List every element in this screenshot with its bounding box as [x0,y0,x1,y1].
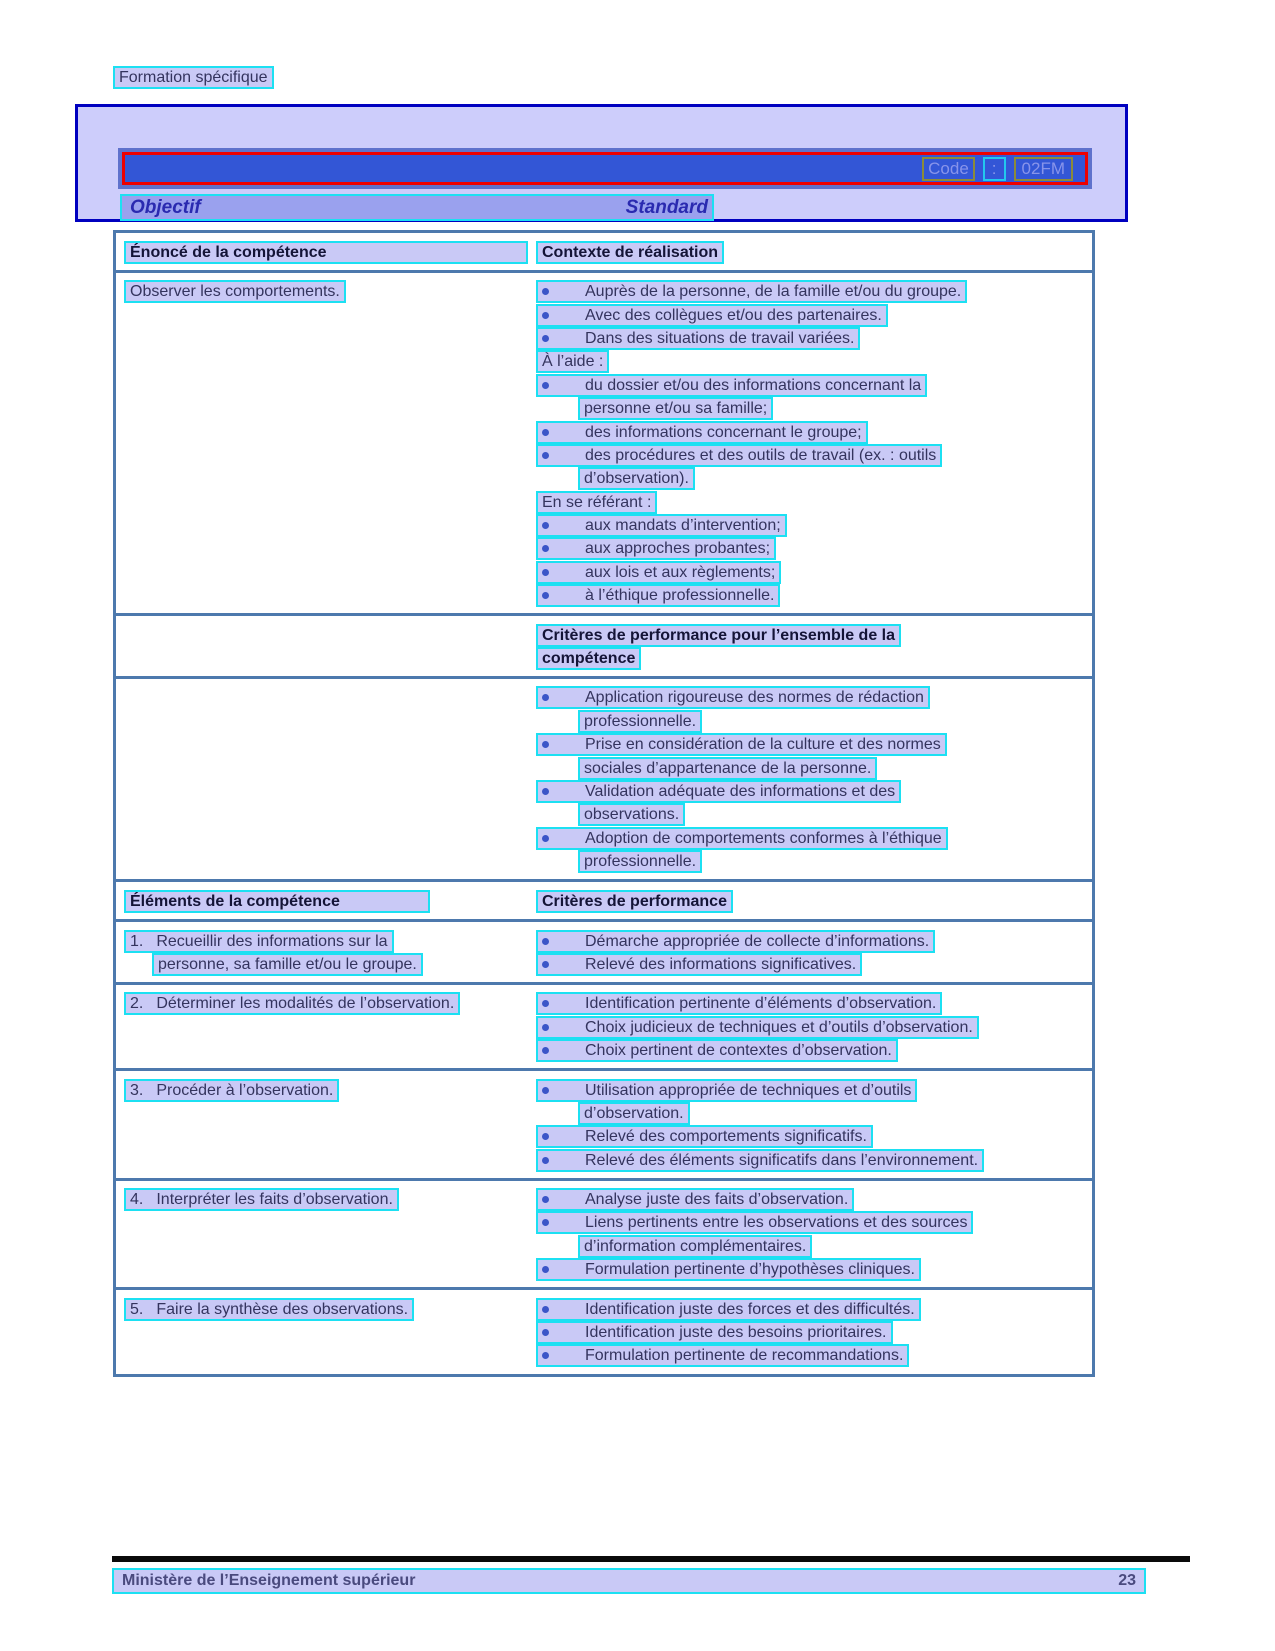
text-line [536,397,1086,420]
highlight [536,444,942,467]
highlight [536,733,947,756]
header-elements: Éléments de la compétence [130,892,340,910]
bullet-icon [542,1266,549,1273]
right-cell [536,992,1086,1062]
line-text: personne, sa famille et/ou le groupe. [158,955,417,973]
line-text: professionnelle. [584,712,697,730]
highlight [124,1188,399,1211]
line-text: Validation adéquate des informations et des [585,783,896,800]
table-header-row-1 [116,233,1092,270]
highlight [536,584,780,607]
bullet-icon [542,1352,549,1359]
table-row [116,919,1092,982]
bullet-icon [542,1196,549,1203]
bullet-icon [542,592,549,599]
bullet-line [536,1258,1086,1281]
line-text: Prise en considération de la culture et des normes [585,736,941,754]
right-cell [536,1188,1086,1282]
highlight [536,827,948,850]
line-text: personne et/ou sa famille; [584,400,768,418]
bullet-line [536,327,1086,350]
title-bar [122,152,1088,185]
highlight [124,241,528,264]
bullet-line [536,1297,1086,1320]
highlight [536,647,641,670]
footer [112,1568,1146,1594]
bullet-line [536,733,1086,756]
title-bar-frame [118,148,1092,189]
highlight [578,1102,690,1125]
highlight [536,304,888,327]
bullet-icon [542,452,549,459]
bullet-icon [542,1047,549,1054]
left-cell [124,1297,536,1367]
text-line [124,992,536,1015]
bullet-icon [542,522,549,529]
left-cell [124,992,536,1062]
code-label: Code [922,157,975,181]
highlight [113,66,274,89]
highlight [536,241,724,264]
table-row [116,613,1092,676]
highlight [536,280,967,303]
line-text: Choix judicieux de techniques et d’outils d’observation. [585,1018,973,1036]
highlight [536,1079,917,1102]
text-line [536,1235,1086,1258]
highlight [536,1298,921,1321]
bullet-line [536,584,1086,607]
bullet-icon [542,741,549,748]
line-text: observations. [584,806,680,824]
bullet-line [536,780,1086,803]
highlight [536,1188,854,1211]
line-text: Dans des situations de travail variées. [585,329,855,347]
highlight [536,327,860,350]
bullet-line [536,929,1086,952]
highlight [536,561,781,584]
bullet-icon [542,288,549,295]
line-text: sociales d’appartenance de la personne. [584,759,872,777]
highlight [124,1298,414,1321]
text-line [536,491,1086,514]
standard-label: Standard [625,196,708,218]
line-text: des informations concernant le groupe; [585,423,862,441]
bullet-icon [542,1087,549,1094]
highlight [536,350,609,373]
left-cell [124,1188,536,1282]
section-label [113,66,274,89]
text-line [124,1297,536,1320]
table-row [116,1068,1092,1178]
text-line [536,240,1086,264]
line-text: aux lois et aux règlements; [585,563,776,581]
table-row [116,1178,1092,1288]
text-line [536,803,1086,826]
highlight [578,710,702,733]
competency-table [113,230,1095,1377]
bullet-line [536,444,1086,467]
highlight [536,1149,984,1172]
highlight [536,421,868,444]
code-separator: : [983,157,1006,181]
bullet-icon [542,429,549,436]
line-text: Démarche appropriée de collecte d’informations. [585,932,930,950]
line-text: Formulation pertinente de recommandations. [585,1347,904,1365]
highlight [578,803,685,826]
highlight [124,930,394,953]
item-number: 3. [130,1081,144,1099]
table-row [116,270,1092,613]
bullet-line [536,992,1086,1015]
highlight [578,850,702,873]
subheading-line [536,647,1086,670]
header-criteres: Critères de performance [542,892,727,910]
highlight [578,757,877,780]
highlight [124,890,430,913]
text-line [124,929,536,952]
section-label-text: Formation spécifique [119,69,268,87]
bullet-icon [542,835,549,842]
subheading-line [536,623,1086,646]
bullet-line [536,953,1086,976]
left-cell [124,280,536,607]
header-enonce: Énoncé de la compétence [130,243,327,261]
line-text: aux approches probantes; [585,540,771,558]
table-row [116,1287,1092,1373]
text-line [536,756,1086,779]
footer-page-number: 23 [1118,1572,1136,1589]
bullet-line [536,1321,1086,1344]
bullet-icon [542,1329,549,1336]
highlight [124,992,460,1015]
bullet-icon [542,694,549,701]
line-text: À l’aide : [542,353,604,371]
bullet-line [536,1149,1086,1172]
highlight [124,280,346,303]
highlight [536,780,901,803]
bullet-line [536,686,1086,709]
bullet-line [536,374,1086,397]
bullet-icon [542,1157,549,1164]
bullet-line [536,1211,1086,1234]
line-text: Identification juste des besoins prioritaires. [585,1324,887,1342]
item-number: 4. [130,1191,144,1209]
highlight [536,491,657,514]
line-text: Choix pertinent de contextes d’observation. [585,1042,892,1060]
left-cell [124,686,536,873]
bullet-icon [542,335,549,342]
highlight [536,953,862,976]
left-cell [124,929,536,976]
bullet-line [536,1078,1086,1101]
text-line [536,850,1086,873]
bullet-icon [542,788,549,795]
objectif-label: Objectif [130,196,201,218]
bullet-icon [542,1133,549,1140]
bullet-line [536,420,1086,443]
bullet-icon [542,1024,549,1031]
bullet-line [536,514,1086,537]
line-text: d’information complémentaires. [584,1237,807,1255]
bullet-icon [542,1306,549,1313]
footer-rule [112,1556,1190,1562]
right-cell [536,1297,1086,1367]
bullet-icon [542,545,549,552]
bullet-line [536,827,1086,850]
bullet-line [536,1188,1086,1211]
bullet-line [536,1125,1086,1148]
table-row [116,982,1092,1068]
text-line [124,953,536,976]
line-text: Relevé des informations significatives. [585,955,857,973]
bullet-icon [542,1000,549,1007]
highlight [536,514,787,537]
text-line [124,1188,536,1211]
item-number: 2. [130,995,144,1013]
left-cell [124,1078,536,1172]
bullet-icon [542,382,549,389]
bullet-icon [542,569,549,576]
line-text: d’observation). [584,470,689,488]
item-number: 5. [130,1300,144,1318]
line-text: En se référant : [542,493,652,511]
highlight [124,1079,339,1102]
objectif-standard-band [120,194,714,221]
line-text: Application rigoureuse des normes de rédaction [585,689,924,707]
line-text: professionnelle. [584,853,697,871]
highlight [536,1016,979,1039]
bullet-line [536,1039,1086,1062]
item-number: 1. [130,932,144,950]
bullet-icon [542,938,549,945]
bullet-line [536,1344,1086,1367]
left-cell [124,889,536,913]
highlight [536,1321,893,1344]
line-text: Relevé des comportements significatifs. [585,1128,867,1146]
right-cell [536,686,1086,873]
header-contexte: Contexte de réalisation [542,243,719,261]
line-text: Déterminer les modalités de l’observation. [156,995,455,1013]
text-line [536,467,1086,490]
line-text: des procédures et des outils de travail (ex. : outils [585,446,937,464]
line-text: Identification juste des forces et des difficultés. [585,1300,915,1318]
highlight [578,397,773,420]
text-line [536,350,1086,373]
line-text: Observer les comportements. [130,283,340,301]
text-line [536,1102,1086,1125]
left-cell [124,623,536,670]
highlight [536,1039,898,1062]
highlight [152,953,423,976]
bullet-line [536,537,1086,560]
highlight [536,930,935,953]
left-cell [124,240,536,264]
line-text: Liens pertinents entre les observations et des sources [585,1214,968,1232]
text-line [124,240,536,264]
bullet-icon [542,961,549,968]
highlight [578,1235,812,1258]
right-cell [536,1078,1086,1172]
line-text: Interpréter les faits d’observation. [156,1191,393,1209]
table-header-row-2 [116,879,1092,919]
line-text: aux mandats d’intervention; [585,517,781,535]
line-text: Analyse juste des faits d’observation. [585,1191,849,1209]
bullet-icon [542,312,549,319]
line-text: Relevé des éléments significatifs dans l’environnement. [585,1151,979,1169]
highlight [536,624,901,647]
text-line [536,710,1086,733]
highlight [536,1344,909,1367]
line-text: Utilisation appropriée de techniques et d’outils [585,1081,912,1099]
bullet-line [536,303,1086,326]
bullet-line [536,1016,1086,1039]
line-text: Procéder à l’observation. [156,1081,334,1099]
highlight [536,992,942,1015]
line-text: Formulation pertinente d’hypothèses cliniques. [585,1261,915,1279]
text-line [124,280,536,303]
line-text: Critères de performance pour l’ensemble de la [542,626,896,644]
highlight [536,1211,973,1234]
highlight [536,686,930,709]
code-value: 02FM [1014,157,1073,181]
line-text: du dossier et/ou des informations concernant la [585,376,922,394]
header-panel [75,104,1128,222]
table-row [116,676,1092,879]
right-cell [536,280,1086,607]
line-text: d’observation. [584,1104,684,1122]
highlight [536,1125,873,1148]
line-text: Recueillir des informations sur la [156,932,388,950]
right-cell [536,623,1086,670]
highlight [536,1258,921,1281]
bullet-line [536,561,1086,584]
text-line [124,889,536,913]
highlight [536,374,927,397]
footer-ministry: Ministère de l’Enseignement supérieur [122,1572,416,1589]
line-text: Faire la synthèse des observations. [156,1300,409,1318]
highlight [536,890,733,913]
bullet-line [536,280,1086,303]
right-cell [536,889,1086,913]
line-text: Adoption de comportements conformes à l’éthique [585,829,942,847]
line-text: Identification pertinente d’éléments d’observation. [585,995,937,1013]
text-line [536,889,1086,913]
highlight [578,467,695,490]
highlight [536,537,776,560]
line-text: Auprès de la personne, de la famille et/ou du groupe. [585,283,962,301]
bullet-icon [542,1219,549,1226]
line-text: compétence [542,650,636,668]
right-cell [536,929,1086,976]
text-line [124,1078,536,1101]
line-text: à l’éthique professionnelle. [585,587,775,605]
right-cell [536,240,1086,264]
line-text: Avec des collègues et/ou des partenaires. [585,306,882,324]
